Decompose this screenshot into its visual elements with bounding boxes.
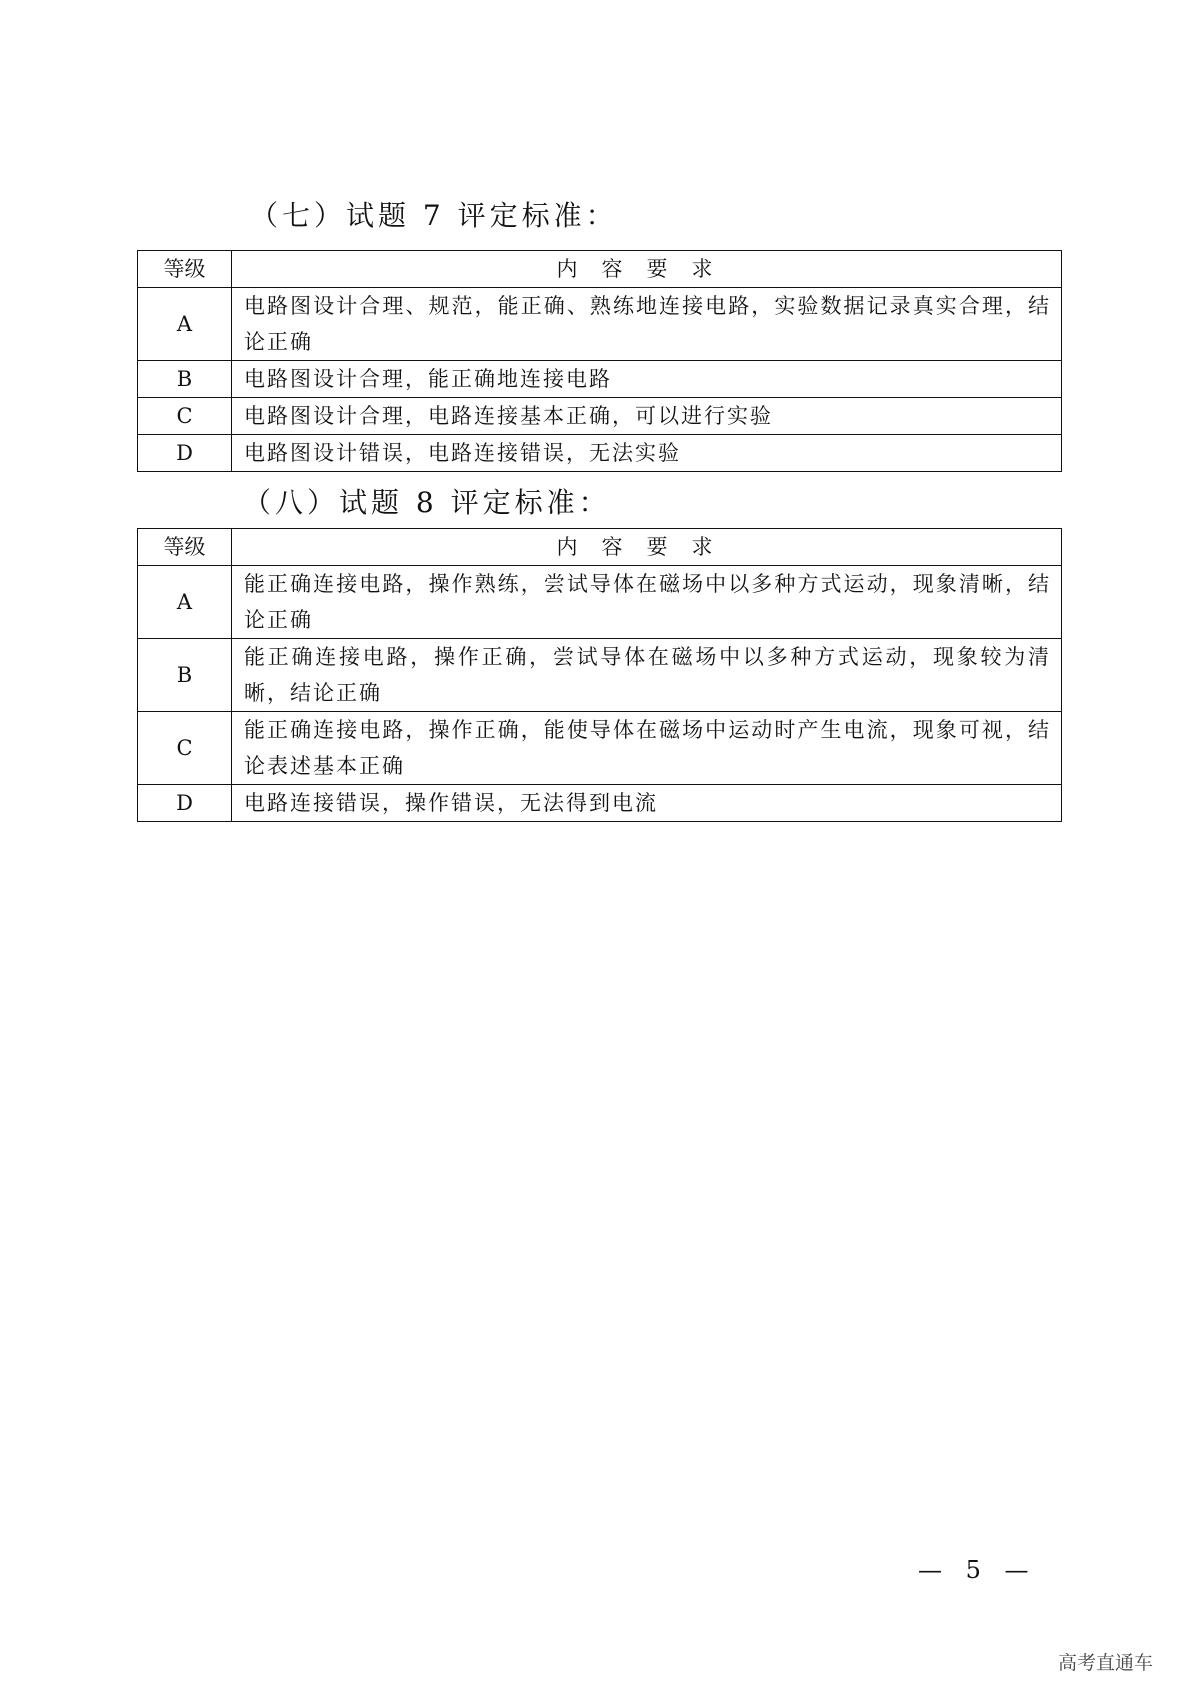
content-cell: 电路连接错误，操作错误，无法得到电流 <box>232 785 1062 822</box>
header-grade: 等级 <box>138 251 232 288</box>
table-row <box>138 785 1062 822</box>
table-header-row <box>138 251 1062 288</box>
content-cell: 电路图设计合理、规范，能正确、熟练地连接电路，实验数据记录真实合理，结论正确 <box>232 288 1062 361</box>
content-cell: 能正确连接电路，操作熟练，尝试导体在磁场中以多种方式运动，现象清晰，结论正确 <box>232 566 1062 639</box>
header-content: 内容要求 <box>232 251 1062 288</box>
grading-table-7 <box>137 250 1062 472</box>
section-7-title: （七）试题 7 评定标准： <box>250 199 618 232</box>
table-row <box>138 712 1062 785</box>
content-cell: 电路图设计错误，电路连接错误，无法实验 <box>232 435 1062 472</box>
grade-cell: A <box>138 288 232 361</box>
grade-cell: C <box>138 712 232 785</box>
section-8-title: （八）试题 8 评定标准： <box>243 486 611 519</box>
grade-cell: B <box>138 639 232 712</box>
table-row <box>138 361 1062 398</box>
table-row <box>138 639 1062 712</box>
table-row <box>138 566 1062 639</box>
grade-cell: B <box>138 361 232 398</box>
table-row <box>138 398 1062 435</box>
table-row <box>138 288 1062 361</box>
content-cell: 电路图设计合理，电路连接基本正确，可以进行实验 <box>232 398 1062 435</box>
grading-table-8 <box>137 528 1062 822</box>
content-cell: 能正确连接电路，操作正确，能使导体在磁场中运动时产生电流，现象可视，结论表述基本正确 <box>232 712 1062 785</box>
table-row <box>138 435 1062 472</box>
page-number: — 5 — <box>918 1556 1037 1584</box>
grade-cell: D <box>138 435 232 472</box>
grade-cell: A <box>138 566 232 639</box>
header-grade: 等级 <box>138 529 232 566</box>
watermark: 高考直通车 <box>1058 1652 1154 1674</box>
table-header-row <box>138 529 1062 566</box>
content-cell: 电路图设计合理，能正确地连接电路 <box>232 361 1062 398</box>
content-cell: 能正确连接电路，操作正确，尝试导体在磁场中以多种方式运动，现象较为清晰，结论正确 <box>232 639 1062 712</box>
header-content: 内容要求 <box>232 529 1062 566</box>
grade-cell: D <box>138 785 232 822</box>
grade-cell: C <box>138 398 232 435</box>
